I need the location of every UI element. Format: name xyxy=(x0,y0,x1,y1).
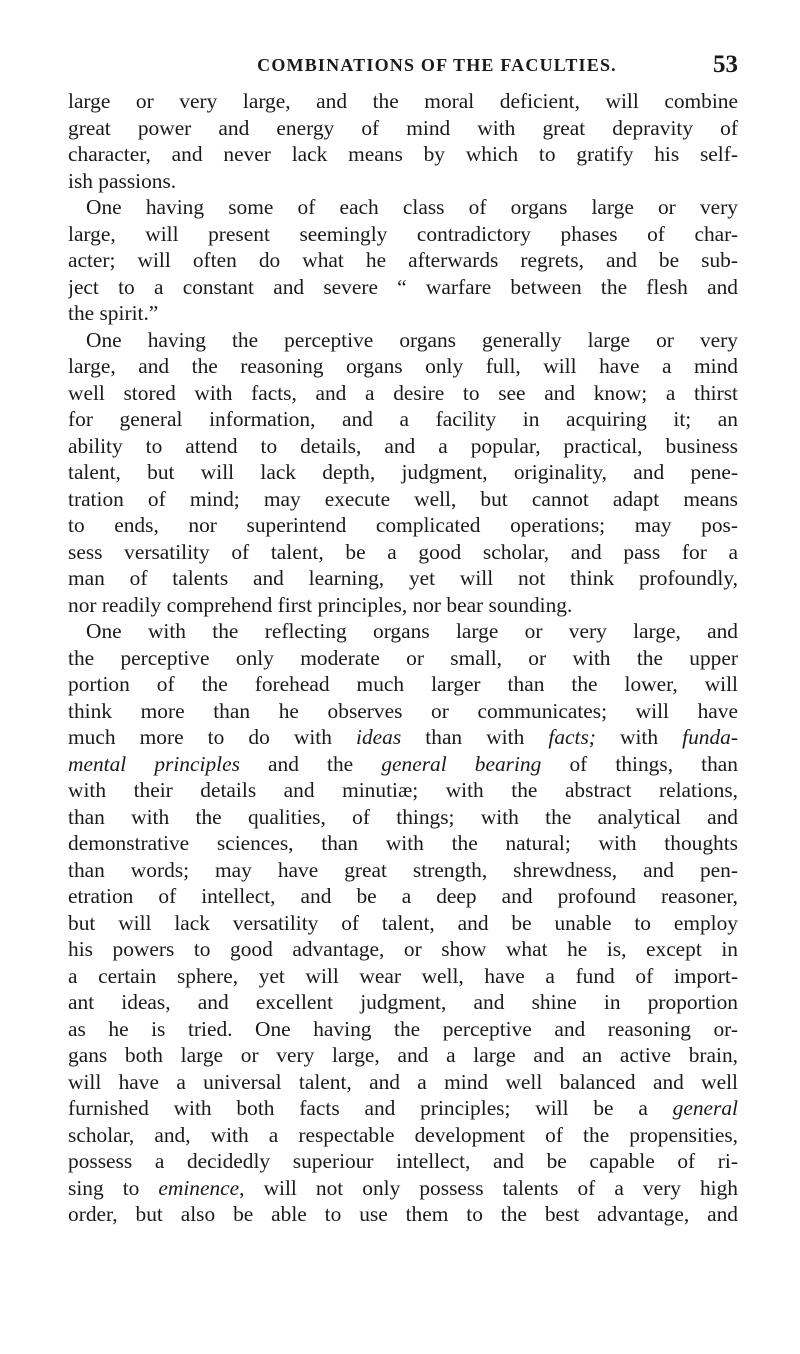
text-line: nor readily comprehend first principles, nor bear sounding. xyxy=(68,592,573,617)
text-line: One with the reflecting organs large or very large, and xyxy=(86,619,738,643)
text-line: mental principles and the general bearing of things, than xyxy=(68,751,738,776)
text-line: etration of intellect, and be a deep and profound reasoner, xyxy=(68,884,738,908)
text-line: but will lack versatility of talent, and be unable to employ xyxy=(68,910,738,935)
text-line: ant ideas, and excellent judgment, and shine in proportion xyxy=(68,990,738,1014)
text-line: scholar, and, with a respectable development of the propensities, xyxy=(68,1122,738,1147)
text-line: the spirit.” xyxy=(68,301,159,325)
page-number: 53 xyxy=(713,51,738,78)
text-line: acter; will often do what he afterwards regrets, and be sub- xyxy=(68,248,738,272)
text-line: portion of the forehead much larger than the lower, will xyxy=(68,672,738,696)
text-line: talent, but will lack depth, judgment, originality, and pene- xyxy=(68,460,738,484)
text-line: gans both large or very large, and a large and an active brain, xyxy=(68,1043,738,1067)
text-line: a certain sphere, yet will wear well, have a fund of import- xyxy=(68,963,738,988)
text-line: to ends, nor superintend complicated operations; may pos- xyxy=(68,513,738,537)
text-line: the perceptive only moderate or small, or with the upper xyxy=(68,645,738,670)
text-line: sing to eminence, will not only possess talents of a very high xyxy=(68,1175,738,1200)
text-line: One having some of each class of organs large or very xyxy=(86,195,738,219)
text-line: much more to do with ideas than with facts; with funda- xyxy=(68,725,738,749)
text-line: man of talents and learning, yet will not think profoundly, xyxy=(68,566,738,590)
text-line: ject to a constant and severe “ warfare between the flesh and xyxy=(68,274,738,299)
text-line: than words; may have great strength, shrewdness, and pen- xyxy=(68,857,738,882)
text-line: well stored with facts, and a desire to see and know; a thirst xyxy=(68,380,738,405)
running-head xyxy=(62,48,738,82)
text-line: possess a decidedly superiour intellect, and be capable of ri- xyxy=(68,1149,738,1173)
text-line: his powers to good advantage, or show what he is, except in xyxy=(68,937,738,961)
body-text xyxy=(68,88,738,1228)
text-line: than with the qualities, of things; with the analytical and xyxy=(68,804,738,829)
text-line: for general information, and a facility in acquiring it; an xyxy=(68,407,738,431)
text-line: furnished with both facts and principles; will be a general xyxy=(68,1096,738,1120)
text-line: large or very large, and the moral deficient, will combine xyxy=(68,89,738,113)
text-line: large, and the reasoning organs only full, will have a mind xyxy=(68,354,738,378)
text-line: large, will present seemingly contradictory phases of char- xyxy=(68,221,738,246)
text-line: One having the perceptive organs generally large or very xyxy=(86,327,738,352)
text-line: as he is tried. One having the perceptive and reasoning or- xyxy=(68,1016,738,1041)
text-line: demonstrative sciences, than with the natural; with thoughts xyxy=(68,831,738,855)
text-line: order, but also be able to use them to the best advantage, and xyxy=(68,1202,738,1226)
text-line: ability to attend to details, and a popular, practical, business xyxy=(68,433,738,458)
running-title: COMBINATIONS OF THE FACULTIES. xyxy=(257,55,617,75)
text-line: sess versatility of talent, be a good scholar, and pass for a xyxy=(68,539,738,564)
text-line: will have a universal talent, and a mind well balanced and well xyxy=(68,1069,738,1094)
text-line: with their details and minutiæ; with the abstract relations, xyxy=(68,778,738,802)
text-line: tration of mind; may execute well, but cannot adapt means xyxy=(68,486,738,511)
text-line: ish passions. xyxy=(68,168,177,193)
text-line: character, and never lack means by which to gratify his self- xyxy=(68,142,738,166)
text-line: think more than he observes or communicates; will have xyxy=(68,698,738,723)
text-line: great power and energy of mind with great depravity of xyxy=(68,115,738,140)
